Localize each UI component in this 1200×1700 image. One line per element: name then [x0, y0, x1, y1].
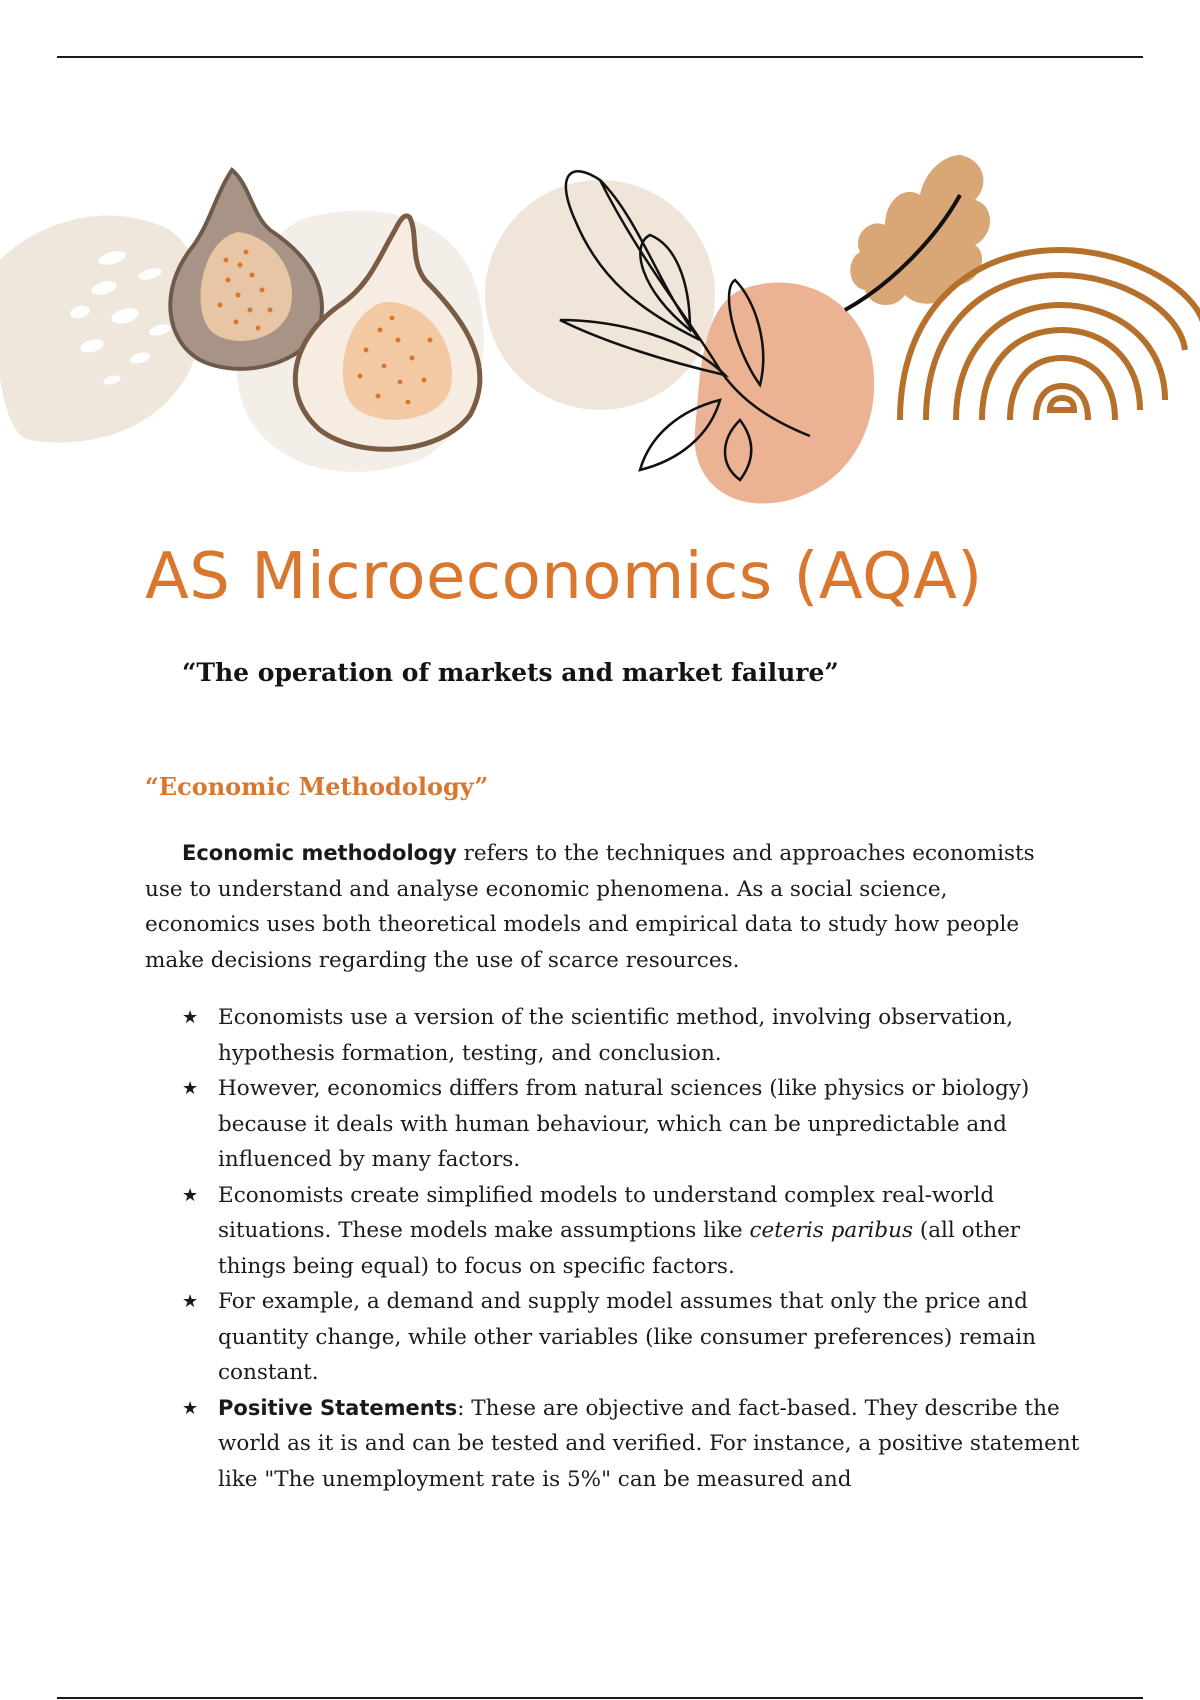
fig-illustration-left: [170, 170, 322, 369]
list-item: [182, 1284, 1082, 1391]
star-icon: ★: [182, 1007, 199, 1028]
beige-circle: [485, 180, 715, 410]
decorative-banner: [0, 140, 1200, 520]
section-heading: “Economic Methodology”: [145, 772, 489, 801]
star-icon: ★: [182, 1291, 199, 1312]
bullet-text-pre: Economists create simplified models to understand complex real-world situations. These models make assumptions like: [218, 1182, 995, 1243]
bullet-text: : These are objective and fact-based. They describe the world as it is and can be tested and verified. For instance, a positive statement like "The unemployment rate is 5%" can be measured and: [218, 1395, 1080, 1492]
bullet-text: For example, a demand and supply model assumes that only the price and quantity change, while other variables (like consumer preferences) remain constant.: [218, 1289, 1037, 1385]
bottom-rule: [57, 1697, 1143, 1699]
oak-leaf-illustration: [845, 155, 990, 310]
top-rule: [57, 56, 1143, 58]
star-icon: ★: [182, 1397, 199, 1419]
peach-blob: [695, 283, 875, 504]
bullet-text: However, economics differs from natural sciences (like physics or biology) because it deals with human behaviour, which can be unpredictable and influenced by many factors.: [218, 1076, 1030, 1172]
star-icon: ★: [182, 1078, 199, 1099]
intro-paragraph: [145, 836, 1065, 978]
list-item: [182, 1071, 1082, 1178]
page-title: AS Microeconomics (AQA): [145, 540, 983, 614]
intro-text: refers to the techniques and approaches economists use to understand and analyse economic phenomena. As a social science, economics uses both theoretical models and empirical data to study how people make decisions regarding the use of scarce resources.: [145, 841, 1035, 973]
bullet-bold-term: Positive Statements: [218, 1395, 458, 1420]
bullet-list: [182, 1000, 1082, 1497]
list-item: [182, 1000, 1082, 1071]
bullet-text-post: (all other things being equal) to focus on specific factors.: [218, 1218, 1021, 1279]
list-item: [182, 1178, 1082, 1285]
bullet-text: Economists use a version of the scientific method, involving observation, hypothesis formation, testing, and conclusion.: [218, 1005, 1014, 1066]
page-subtitle: “The operation of markets and market failure”: [182, 658, 839, 687]
bullet-italic-term: ceteris paribus: [749, 1218, 914, 1243]
list-item: [182, 1391, 1082, 1498]
star-icon: ★: [182, 1184, 199, 1206]
intro-term: Economic methodology: [182, 841, 457, 865]
